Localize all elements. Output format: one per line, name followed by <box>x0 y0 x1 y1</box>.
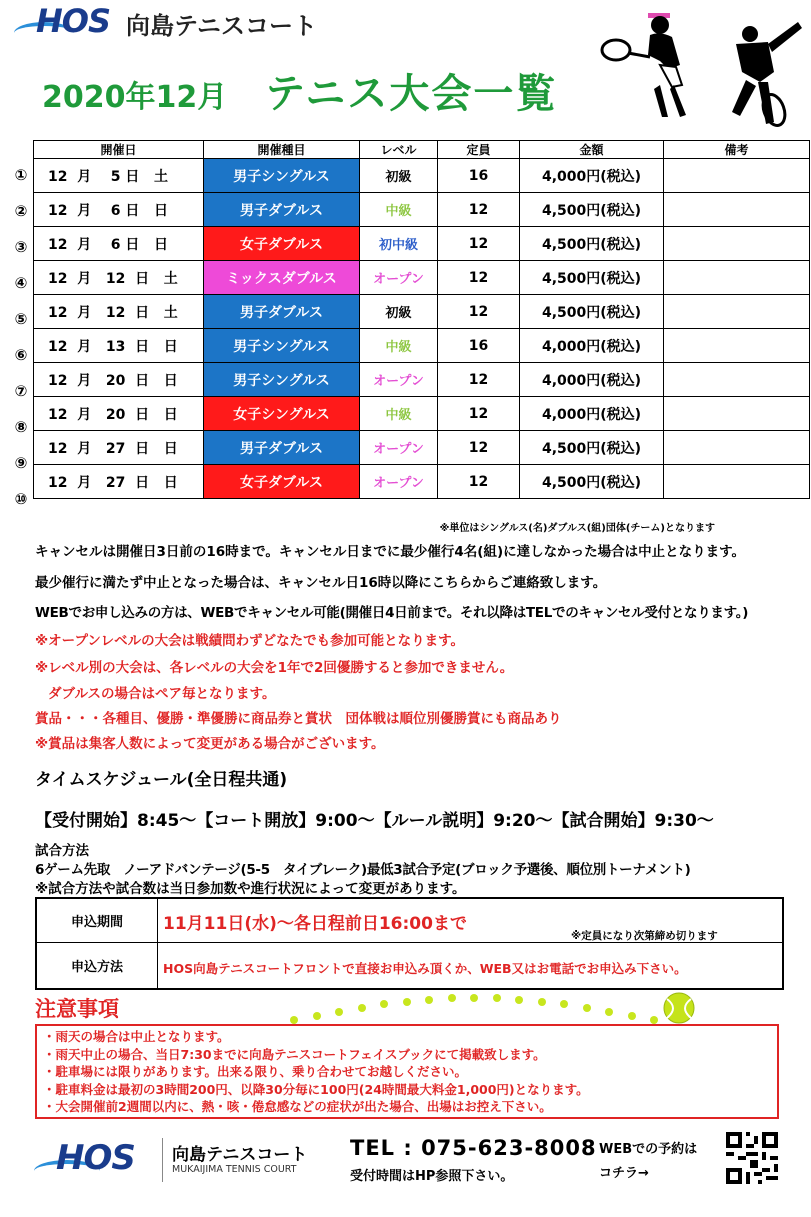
row-number: ① <box>14 166 28 184</box>
capacity-cell: 16 <box>438 329 520 363</box>
row-number: ⑦ <box>14 382 28 400</box>
capacity-cell: 12 <box>438 431 520 465</box>
table-row <box>34 193 810 227</box>
row-number: ⑩ <box>14 490 28 508</box>
footer-web-link[interactable]: コチラ→ <box>599 1166 649 1181</box>
date-cell: 12 月 6 日 日 <box>34 193 204 227</box>
tournament-table <box>33 140 810 499</box>
category-cell: 男子シングルス <box>204 329 360 363</box>
apply-period-note: ※定員になり次第締め切ります <box>571 930 718 942</box>
level-cell: 初中級 <box>360 227 438 261</box>
match-line-2: ※試合方法や試合数は当日参加数や進行状況によって変更があります。 <box>35 881 466 897</box>
note-cell <box>664 329 810 363</box>
level-cell: 中級 <box>360 397 438 431</box>
category-cell: 男子シングルス <box>204 159 360 193</box>
qr-code-icon[interactable] <box>726 1132 778 1184</box>
tennis-player-male-icon <box>712 12 807 137</box>
row-number: ⑧ <box>14 418 28 436</box>
tennis-player-female-icon <box>598 5 708 120</box>
schedule-title: タイムスケジュール(全日程共通) <box>35 770 288 790</box>
footer-logo <box>34 1138 154 1182</box>
fee-cell: 4,500円(税込) <box>520 465 664 499</box>
ball-dot <box>380 1000 388 1008</box>
title-date: 2020年12月 <box>42 80 228 115</box>
table-body <box>34 159 810 499</box>
level-cell: オープン <box>360 363 438 397</box>
logo-text: HOS <box>36 2 111 40</box>
ball-dot <box>448 994 456 1002</box>
note-cell <box>664 363 810 397</box>
row-number: ⑤ <box>14 310 28 328</box>
table-header-row <box>34 141 810 159</box>
note-item: ・駐車場には限りがあります。出来る限り、乗り合わせてお越しください。 <box>43 1064 468 1080</box>
tennis-ball-icon <box>662 991 696 1025</box>
footer-divider <box>162 1138 163 1182</box>
table-row <box>34 227 810 261</box>
date-cell: 12 月 12 日 土 <box>34 295 204 329</box>
fee-cell: 4,000円(税込) <box>520 397 664 431</box>
category-cell: 男子ダブルス <box>204 431 360 465</box>
fee-cell: 4,500円(税込) <box>520 261 664 295</box>
level-cell: オープン <box>360 431 438 465</box>
capacity-cell: 12 <box>438 227 520 261</box>
capacity-cell: 12 <box>438 295 520 329</box>
note-cell <box>664 431 810 465</box>
info-red-3: ダブルスの場合はペア毎となります。 <box>48 686 276 702</box>
category-cell: 女子シングルス <box>204 397 360 431</box>
ball-dot <box>335 1008 343 1016</box>
category-cell: 女子ダブルス <box>204 227 360 261</box>
category-cell: 女子ダブルス <box>204 465 360 499</box>
fee-cell: 4,500円(税込) <box>520 227 664 261</box>
level-cell: オープン <box>360 465 438 499</box>
footer-web-label: WEBでの予約は <box>599 1142 698 1157</box>
footer-court-name: 向島テニスコート <box>172 1145 308 1165</box>
ball-dot <box>493 994 501 1002</box>
apply-method-value: HOS向島テニスコートフロントで直接お申込み頂くか、WEB又はお電話でお申込み下さい。 <box>163 961 687 976</box>
ball-dot <box>628 1012 636 1020</box>
table-row <box>34 363 810 397</box>
info-red-2: ※レベル別の大会は、各レベルの大会を1年で2回優勝すると参加できません。 <box>35 660 514 676</box>
category-cell: 男子ダブルス <box>204 295 360 329</box>
info-line-2: 最少催行に満たず中止となった場合は、キャンセル日16時以降にこちらからご連絡致します。 <box>35 575 607 591</box>
match-line-1: 6ゲーム先取 ノーアドバンテージ(5-5 タイブレーク)最低3試合予定(ブロック予選後、順位別トーナメント) <box>35 862 691 878</box>
footer-tel[interactable]: TEL : 075-623-8008 <box>350 1136 597 1160</box>
capacity-cell: 12 <box>438 261 520 295</box>
date-cell: 12 月 12 日 土 <box>34 261 204 295</box>
note-cell <box>664 465 810 499</box>
fee-cell: 4,000円(税込) <box>520 329 664 363</box>
match-title: 試合方法 <box>35 843 89 859</box>
level-cell: 初級 <box>360 159 438 193</box>
table-row <box>34 465 810 499</box>
footer-logo-text: HOS <box>56 1138 135 1178</box>
note-cell <box>664 261 810 295</box>
row-number: ⑥ <box>14 346 28 364</box>
date-cell: 12 月 6 日 日 <box>34 227 204 261</box>
column-header: 金額 <box>520 141 664 159</box>
capacity-cell: 12 <box>438 397 520 431</box>
table-row <box>34 261 810 295</box>
notes-box <box>35 1024 779 1119</box>
ball-dot <box>560 1000 568 1008</box>
level-cell: 中級 <box>360 329 438 363</box>
row-number: ⑨ <box>14 454 28 472</box>
column-header: レベル <box>360 141 438 159</box>
category-cell: ミックスダブルス <box>204 261 360 295</box>
apply-method-label: 申込方法 <box>37 943 158 988</box>
date-cell: 12 月 13 日 日 <box>34 329 204 363</box>
ball-dot <box>583 1004 591 1012</box>
ball-dot <box>313 1012 321 1020</box>
date-cell: 12 月 5 日 土 <box>34 159 204 193</box>
fee-cell: 4,500円(税込) <box>520 431 664 465</box>
ball-dot <box>538 998 546 1006</box>
note-item: ・雨天中止の場合、当日7:30までに向島テニスコートフェイスブックにて掲載致します。 <box>43 1046 546 1062</box>
ball-dot <box>425 996 433 1004</box>
page-title: テニス大会一覧 <box>265 71 558 117</box>
info-red-5: ※賞品は集客人数によって変更がある場合がございます。 <box>35 736 385 752</box>
info-line-3: WEBでお申し込みの方は、WEBでキャンセル可能(開催日4日前まで。それ以降はTELでのキャンセル受付となります。) <box>35 605 749 621</box>
table-row <box>34 159 810 193</box>
apply-box <box>35 897 784 990</box>
ball-dot <box>470 994 478 1002</box>
fee-cell: 4,500円(税込) <box>520 193 664 227</box>
unit-note: ※単位はシングルス(名)ダブルス(組)団体(チーム)となります <box>439 523 715 534</box>
level-cell: 中級 <box>360 193 438 227</box>
fee-cell: 4,000円(税込) <box>520 363 664 397</box>
category-cell: 男子シングルス <box>204 363 360 397</box>
date-cell: 12 月 20 日 日 <box>34 363 204 397</box>
table-row <box>34 329 810 363</box>
note-cell <box>664 397 810 431</box>
schedule-line: 【受付開始】8:45～【コート開放】9:00～【ルール説明】9:20～【試合開始】9:30～ <box>35 811 714 831</box>
footer-court-name-en: MUKAIJIMA TENNIS COURT <box>172 1164 297 1175</box>
ball-dot <box>515 996 523 1004</box>
header-court-name: 向島テニスコート <box>126 12 318 40</box>
info-red-4: 賞品・・・各種目、優勝・準優勝に商品券と賞状 団体戦は順位別優勝賞にも商品あり <box>35 711 562 727</box>
note-cell <box>664 159 810 193</box>
note-cell <box>664 227 810 261</box>
date-cell: 12 月 20 日 日 <box>34 397 204 431</box>
row-number: ③ <box>14 238 28 256</box>
level-cell: 初級 <box>360 295 438 329</box>
table-row <box>34 431 810 465</box>
row-number: ④ <box>14 274 28 292</box>
date-cell: 12 月 27 日 日 <box>34 465 204 499</box>
notes-title: 注意事項 <box>35 997 119 1021</box>
ball-dot <box>403 998 411 1006</box>
note-item: ・駐車料金は最初の3時間200円、以降30分毎に100円(24時間最大料金1,000円)となります。 <box>43 1081 589 1097</box>
fee-cell: 4,500円(税込) <box>520 295 664 329</box>
capacity-cell: 12 <box>438 363 520 397</box>
note-item: ・大会開催前2週間以内に、熱・咳・倦怠感などの症状が出た場合、出場はお控え下さい。 <box>43 1099 552 1115</box>
ball-dot <box>650 1016 658 1024</box>
ball-dot <box>358 1004 366 1012</box>
ball-dot <box>605 1008 613 1016</box>
apply-period-label: 申込期間 <box>37 899 158 942</box>
column-header: 備考 <box>664 141 810 159</box>
row-number: ② <box>14 202 28 220</box>
date-cell: 12 月 27 日 日 <box>34 431 204 465</box>
category-cell: 男子ダブルス <box>204 193 360 227</box>
info-red-1: ※オープンレベルの大会は戦績問わずどなたでも参加可能となります。 <box>35 633 464 649</box>
table-row <box>34 295 810 329</box>
note-item: ・雨天の場合は中止となります。 <box>43 1029 230 1044</box>
capacity-cell: 16 <box>438 159 520 193</box>
capacity-cell: 12 <box>438 465 520 499</box>
column-header: 開催種目 <box>204 141 360 159</box>
info-line-1: キャンセルは開催日3日前の16時まで。キャンセル日までに最少催行4名(組)に達しなかった場合は中止となります。 <box>35 544 746 560</box>
note-cell <box>664 295 810 329</box>
fee-cell: 4,000円(税込) <box>520 159 664 193</box>
note-cell <box>664 193 810 227</box>
ball-dot <box>290 1016 298 1024</box>
capacity-cell: 12 <box>438 193 520 227</box>
level-cell: オープン <box>360 261 438 295</box>
table-row <box>34 397 810 431</box>
column-header: 定員 <box>438 141 520 159</box>
column-header: 開催日 <box>34 141 204 159</box>
apply-period-value: 11月11日(水)～各日程前日16:00まで <box>163 914 467 934</box>
footer-hours: 受付時間はHP参照下さい。 <box>350 1169 514 1184</box>
header-logo <box>14 2 134 42</box>
